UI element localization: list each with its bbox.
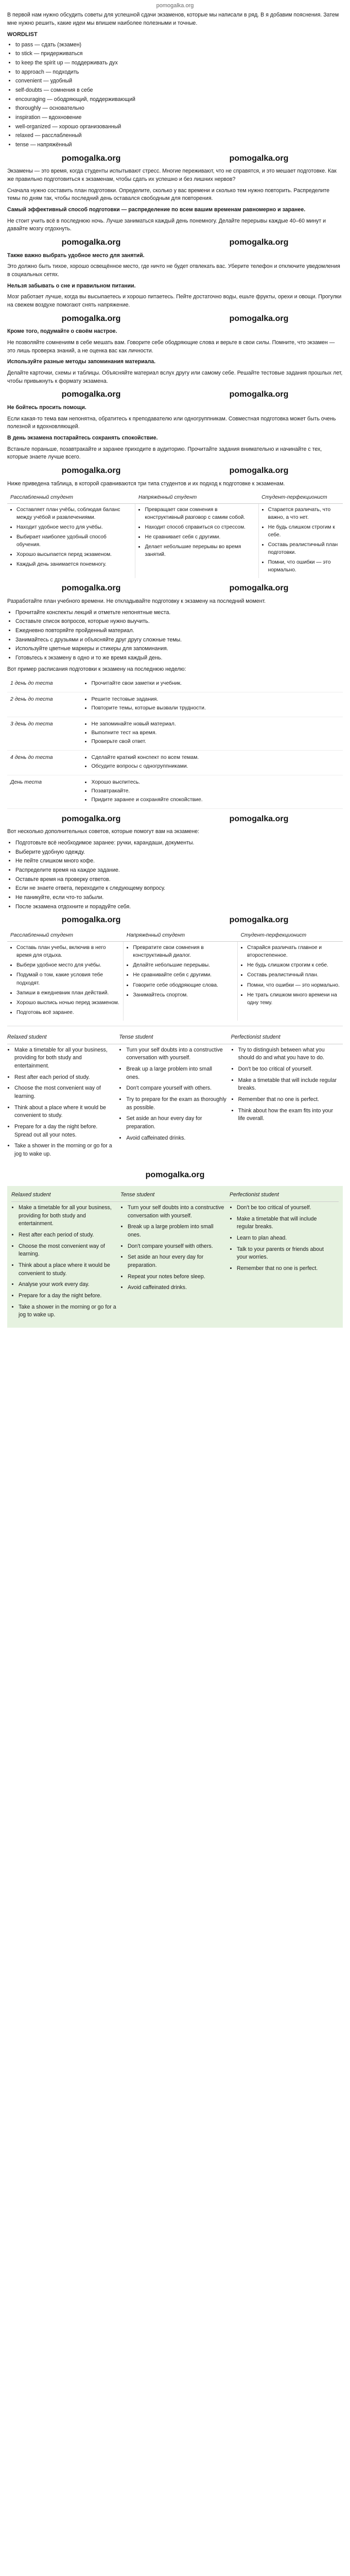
- schedule-day: 4 день до теста: [7, 750, 81, 775]
- schedule-day: День теста: [7, 775, 81, 808]
- tip-item: • Если не знаете ответа, переходите к следующему вопросу.: [15, 885, 343, 893]
- schedule-task: • Решите тестовые задания.: [91, 696, 340, 703]
- tip-item: • Prepare for a day the night before.: [19, 1292, 116, 1300]
- column-cell: [7, 942, 124, 1021]
- tip-item: • Don't compare yourself with others.: [128, 1243, 225, 1251]
- schedule-task: • Не запоминайте новый материал.: [91, 720, 340, 728]
- tip-item: • Используйте цветные маркеры и стикеры для запоминания.: [15, 645, 343, 653]
- watermark: pomogalka.org: [61, 154, 121, 163]
- paragraph: Экзамены — это время, когда студенты испытывают стресс. Многие переживают, что не справятся, и это мешает подготовке. Как же правильно подготовиться к экзаменам, чтобы сдать их успешно и без лишних нервов?: [7, 168, 337, 183]
- watermark: pomogalka.org: [229, 584, 289, 593]
- tip-item: • Не пейте слишком много кофе.: [15, 857, 343, 866]
- tip-item: • Think about how the exam fits into your life overall.: [238, 1107, 339, 1123]
- tip-item: • Make a timetable for all your business, providing for both study and entertainment.: [14, 1046, 115, 1071]
- ru-comparison-table: [7, 492, 343, 579]
- paragraph: Мозг работает лучше, когда вы высыпаетесь и хорошо питаетесь. Пейте достаточно воды, ешьте фрукты, орехи и овощи. Прогулки на свежем воздухе помогают снять напряжение.: [7, 294, 342, 309]
- site-domain[interactable]: pomogalka.org: [156, 3, 194, 9]
- tip-item: • Подготовь всё заранее.: [16, 1009, 120, 1016]
- tip-item: • Prepare for a day the night before. Spread out all your notes.: [14, 1123, 115, 1139]
- tip-item: • Занимайтесь спортом.: [133, 991, 234, 999]
- schedule-task: • Сделайте краткий конспект по всем темам.: [91, 754, 340, 761]
- schedule-tasks: [81, 750, 343, 775]
- tip-item: • Хорошо выспись ночью перед экзаменом.: [16, 999, 120, 1007]
- tip-item: • Не сравнивает себя с другими.: [145, 533, 255, 541]
- tip-item: • Старается различать, что важно, а что нет.: [268, 506, 340, 521]
- paragraph: Делайте карточки, схемы и таблицы. Объясняйте материал вслух другу или самому себе. Решайте тестовые задания прошлых лет, чтобы привыкнуть к формату экзамена.: [7, 370, 343, 384]
- tip-item: • Set aside an hour every day for preparation.: [128, 1253, 225, 1269]
- column-cell: [238, 942, 343, 1021]
- wordlist: [7, 41, 343, 149]
- paragraph: Не позволяйте сомнениям в себе мешать вам. Говорите себе ободряющие слова и верьте в свои силы. Помните, что экзамен — это лишь проверка знаний, а не оценка вас как личности.: [7, 340, 335, 354]
- tip-item: • Don't be too critical of yourself.: [237, 1204, 335, 1212]
- schedule-tasks: [81, 717, 343, 750]
- schedule-task: • Выполните тест на время.: [91, 729, 340, 737]
- tip-item: • Rest after each period of study.: [14, 1074, 115, 1082]
- word-item: • to stick — придерживаться: [15, 50, 343, 58]
- column-header: Relaxed student: [7, 1033, 47, 1040]
- article-body: [0, 11, 350, 1328]
- paragraph: Если какая-то тема вам непонятна, обратитесь к преподавателю или одногруппникам. Совместная подготовка может быть очень полезной и вдохновляющей.: [7, 415, 336, 430]
- tip-item: • Составляет план учёбы, соблюдая баланс между учёбой и развлечениями.: [16, 506, 132, 521]
- tip-item: • Turn your self doubts into a constructive conversation with yourself.: [128, 1204, 225, 1220]
- tip-item: • Make a timetable for all your business, providing for both study and entertainment.: [19, 1204, 116, 1228]
- schedule-day: 1 день до теста: [7, 676, 81, 692]
- column-header: Расслабленный студент: [7, 929, 124, 942]
- tip-item: • После экзамена отдохните и порадуйте себя.: [15, 903, 343, 911]
- en-comparison-block: [7, 1031, 343, 1164]
- schedule-row: [7, 775, 343, 808]
- tip-item: • Помни, что ошибки — это нормально.: [247, 981, 340, 989]
- tip-item: • Составь план учебы, включив в него время для отдыха.: [16, 944, 120, 959]
- watermark: pomogalka.org: [61, 584, 121, 593]
- wordlist-label: WORDLIST: [7, 31, 38, 38]
- tip-item: • Выберите удобную одежду.: [15, 849, 343, 857]
- watermark: pomogalka.org: [229, 916, 289, 925]
- watermark: pomogalka.org: [229, 390, 289, 399]
- column-header: Tense student: [119, 1033, 153, 1040]
- watermark-row: [7, 914, 343, 926]
- column-cell: [135, 503, 258, 578]
- word-item: • convenient — удобный: [15, 77, 343, 86]
- tip-item: • Remember that no one is perfect.: [237, 1265, 335, 1273]
- column-cell: [7, 1044, 119, 1164]
- tip-item: • Не сравнивайте себя с другими.: [133, 971, 234, 979]
- tip-item: • Break up a large problem into small ones.: [128, 1223, 225, 1239]
- watermark: pomogalka.org: [61, 390, 121, 399]
- paragraph-bold: Нельзя забывать о сне и правильном питании.: [7, 282, 136, 289]
- paragraph-bold: Самый эффективный способ подготовки — распределение по всем вашим временам равномерно и заранее.: [7, 207, 306, 213]
- word-item: • encouraging — ободряющий, поддерживающий: [15, 96, 343, 104]
- paragraph: Сначала нужно составить план подготовки. Определите, сколько у вас времени и сколько тем нужно повторить. Распределите темы по дням так, чтобы последний день оставался свободным для повторения.: [7, 187, 330, 202]
- tip-list: [7, 609, 343, 663]
- tip-item: • Говорите себе ободряющие слова.: [133, 981, 234, 989]
- word-item: • to approach — подходить: [15, 69, 343, 77]
- tip-item: • Think about a place where it would be convenient to study.: [14, 1104, 115, 1120]
- schedule-tasks: [81, 775, 343, 808]
- tip-item: • Не трать слишком много времени на одну тему.: [247, 991, 340, 1007]
- column-header: Расслабленный студент: [7, 492, 135, 504]
- watermark-row: [7, 465, 343, 477]
- paragraph: Вот пример расписания подготовки к экзамену на последнюю неделю:: [7, 666, 186, 672]
- watermark: pomogalka.org: [229, 814, 289, 823]
- column-header: Relaxed student: [11, 1192, 51, 1198]
- tip-item: • Talk to your parents or friends about your worries.: [237, 1246, 335, 1262]
- column-cell: [124, 942, 238, 1021]
- paragraph: Встаньте пораньше, позавтракайте и заранее приходите в аудиторию. Прочитайте задания внимательно и начинайте с тех, которые знаете лучше всего.: [7, 446, 322, 461]
- column-header: Perfectionist student: [230, 1192, 279, 1198]
- word-item: • tense — напряжённый: [15, 141, 343, 149]
- paragraph-bold: Также важно выбрать удобное место для занятий.: [7, 252, 145, 259]
- schedule-day: 3 день до теста: [7, 717, 81, 750]
- schedule-tasks: [81, 676, 343, 692]
- watermark: pomogalka.org: [229, 154, 289, 163]
- tip-item: • Делает небольшие перерывы во время занятий.: [145, 543, 255, 558]
- tip-item: • Make a timetable that will include regular breaks.: [238, 1077, 339, 1093]
- column-cell: [7, 503, 135, 578]
- schedule-task: • Обсудите вопросы с одногруппниками.: [91, 762, 340, 770]
- word-item: • thoroughly — основательно: [15, 105, 343, 113]
- tip-item: • Make a timetable that will include regular breaks.: [237, 1215, 335, 1231]
- exam-schedule-table: [7, 676, 343, 808]
- tip-item: • Каждый день занимается понемногу.: [16, 561, 132, 568]
- tip-item: • Turn your self doubts into a constructive conversation with yourself.: [126, 1046, 226, 1062]
- column-cell: [230, 1202, 339, 1325]
- tip-item: • Составьте список вопросов, которые нужно выучить.: [15, 618, 343, 626]
- tip-item: • Не будь слишком строгим к себе.: [268, 523, 340, 539]
- tip-item: • Готовьтесь к экзамену в одно и то же время каждый день.: [15, 654, 343, 663]
- tip-item: • Set aside an hour every day for preparation.: [126, 1115, 226, 1131]
- paragraph: Ниже приведена таблица, в которой сравниваются три типа студентов и их подход к подготовке к экзаменам.: [7, 480, 285, 487]
- watermark: pomogalka.org: [61, 916, 121, 925]
- tip-item: • Прочитайте конспекты лекций и отметьте непонятные места.: [15, 609, 343, 617]
- tip-item: • Выбирает наиболее удобный способ обучения.: [16, 533, 132, 549]
- watermark-row: [7, 582, 343, 595]
- word-item: • well-organized — хорошо организованный: [15, 123, 343, 131]
- tip-item: • Don't be too critical of yourself.: [238, 1065, 339, 1074]
- watermark: pomogalka.org: [61, 238, 121, 247]
- tip-item: • Выбери удобное место для учёбы.: [16, 961, 120, 969]
- watermark: pomogalka.org: [61, 466, 121, 476]
- watermark: pomogalka.org: [61, 814, 121, 823]
- column-cell: [11, 1202, 120, 1325]
- word-item: • inspiration — вдохновение: [15, 114, 343, 122]
- watermark: pomogalka.org: [229, 314, 289, 323]
- tip-item: • Хорошо высыпается перед экзаменом.: [16, 551, 132, 558]
- tip-item: • Помни, что ошибки — это нормально.: [268, 558, 340, 574]
- tip-item: • Составь реалистичный план.: [247, 971, 340, 979]
- tip-item: • Превращает свои сомнения в конструктивный разговор с самим собой.: [145, 506, 255, 521]
- tip-item: • Подумай о том, какие условия тебе подходят.: [16, 971, 120, 987]
- tip-item: • Распределите время на каждое задание.: [15, 867, 343, 875]
- column-cell: [231, 1044, 343, 1164]
- watermark-row: [7, 388, 343, 401]
- tip-item: • Превратите свои сомнения в конструктивный диалог.: [133, 944, 234, 959]
- watermark: pomogalka.org: [61, 314, 121, 323]
- tip-item: • Think about a place where it would be convenient to study.: [19, 1262, 116, 1278]
- watermark-row: [7, 313, 343, 325]
- tip-item: • Запиши в ежедневник план действий.: [16, 989, 120, 997]
- schedule-row: [7, 750, 343, 775]
- watermark-row: [7, 152, 343, 165]
- tip-item: • Подготовьте всё необходимое заранее: ручки, карандаши, документы.: [15, 839, 343, 848]
- schedule-task: • Позавтракайте.: [91, 787, 340, 795]
- tip-item: • Делайте небольшие перерывы.: [133, 961, 234, 969]
- tip-item: • Не паникуйте, если что-то забыли.: [15, 894, 343, 902]
- schedule-task: • Прочитайте свои заметки и учебник.: [91, 680, 340, 687]
- tip-item: • Learn to plan ahead.: [237, 1234, 335, 1243]
- paragraph-bold: Кроме того, подумайте о своём настрое.: [7, 328, 117, 335]
- tip-item: • Try to prepare for the exam as thoroughly as possible.: [126, 1096, 226, 1112]
- schedule-row: [7, 717, 343, 750]
- column-header: Студент-перфекционист: [238, 929, 343, 942]
- word-item: • self-doubts — сомнения в себе: [15, 87, 343, 95]
- paragraph: Не стоит учить всё в последнюю ночь. Лучше заниматься каждый день понемногу. Делайте перерывы каждые 40–60 минут и давайте мозгу отдохнуть.: [7, 217, 326, 232]
- word-item: • to keep the spirit up — поддерживать дух: [15, 59, 343, 67]
- tip-item: • Choose the most convenient way of learning.: [14, 1084, 115, 1100]
- word-item: • relaxed — расслабленный: [15, 132, 343, 140]
- intro-paragraph: В первой нам нужно обсудить советы для успешной сдачи экзаменов, которые мы написали в ряд. В я добавим пояснения. Затем мне нужно решить, какие идеи мы впишем наиболее полезными и точные.: [7, 12, 339, 26]
- tip-item: • Rest after each period of study.: [19, 1231, 116, 1240]
- watermark: pomogalka.org: [229, 238, 289, 247]
- schedule-day: 2 день до теста: [7, 692, 81, 717]
- paragraph: Разработайте план учебного времени. Не откладывайте подготовку к экзамену на последний момент.: [7, 598, 266, 605]
- column-cell: [120, 1202, 230, 1325]
- tip-item: • Choose the most convenient way of learning.: [19, 1243, 116, 1259]
- tip-item: • Старайся различать главное и второстепенное.: [247, 944, 340, 959]
- tip-item: • Находит способ справиться со стрессом.: [145, 523, 255, 531]
- ru-comparison-table-2: [7, 929, 343, 1021]
- tip-item: • Avoid caffeinated drinks.: [128, 1284, 225, 1292]
- watermark: pomogalka.org: [229, 466, 289, 476]
- tip-item: • Remember that no one is perfect.: [238, 1096, 339, 1104]
- tip-item: • Занимайтесь с друзьями и объясняйте друг другу сложные темы.: [15, 636, 343, 645]
- tip-item: • Составь реалистичный план подготовки.: [268, 541, 340, 556]
- watermark-row: [7, 813, 343, 825]
- column-header: Perfectionist student: [231, 1033, 281, 1040]
- schedule-tasks: [81, 692, 343, 717]
- schedule-row: [7, 676, 343, 692]
- watermark-row: [7, 236, 343, 249]
- column-cell: [258, 503, 343, 578]
- schedule-task: • Придите заранее и сохраняйте спокойствие.: [91, 796, 340, 804]
- tip-item: • Не будь слишком строгим к себе.: [247, 961, 340, 969]
- paragraph: Вот несколько дополнительных советов, которые помогут вам на экзамене:: [7, 828, 200, 835]
- paragraph-bold: Используйте разные методы запоминания материала.: [7, 359, 156, 365]
- tip-item: • Take a shower in the morning or go for a jog to wake up.: [19, 1303, 116, 1319]
- schedule-row: [7, 692, 343, 717]
- paragraph-bold: Не бойтесь просить помощи.: [7, 404, 86, 411]
- column-header: Напряжённый студент: [124, 929, 238, 942]
- watermark: pomogalka.org: [145, 1170, 205, 1179]
- paragraph: Это должно быть тихое, хорошо освещённое место, где ничто не будет отвлекать вас. Уберите телефон и отключите уведомления в социальных сетях.: [7, 263, 340, 278]
- tip-item: • Break up a large problem into small ones.: [126, 1065, 226, 1081]
- tip-item: • Avoid caffeinated drinks.: [126, 1134, 226, 1143]
- word-item: • to pass — сдать (экзамен): [15, 41, 343, 49]
- tip-list: [7, 839, 343, 911]
- schedule-task: • Проверьте свой ответ.: [91, 738, 340, 745]
- schedule-task: • Повторите темы, которые вызвали трудности.: [91, 704, 340, 712]
- column-header: Tense student: [120, 1192, 155, 1198]
- tip-item: • Try to distinguish between what you should do and what you have to do.: [238, 1046, 339, 1062]
- column-cell: [119, 1044, 231, 1164]
- tip-item: • Don't compare yourself with others.: [126, 1084, 226, 1093]
- tip-item: • Repeat your notes before sleep.: [128, 1273, 225, 1281]
- tip-item: • Take a shower in the morning or go for a jog to wake up.: [14, 1142, 115, 1158]
- watermark-row: [7, 1169, 343, 1181]
- tip-item: • Analyse your work every day.: [19, 1281, 116, 1289]
- paragraph-bold: В день экзамена постарайтесь сохранять спокойствие.: [7, 435, 158, 442]
- en-comparison-block-highlighted: [7, 1186, 343, 1328]
- column-header: Студент-перфекционист: [258, 492, 343, 504]
- column-header: Напряжённый студент: [135, 492, 258, 504]
- schedule-task: • Хорошо выспитесь.: [91, 778, 340, 786]
- tip-item: • Ежедневно повторяйте пройденный материал.: [15, 627, 343, 635]
- tip-item: • Оставьте время на проверку ответов.: [15, 876, 343, 884]
- tip-item: • Находит удобное место для учёбы.: [16, 523, 132, 531]
